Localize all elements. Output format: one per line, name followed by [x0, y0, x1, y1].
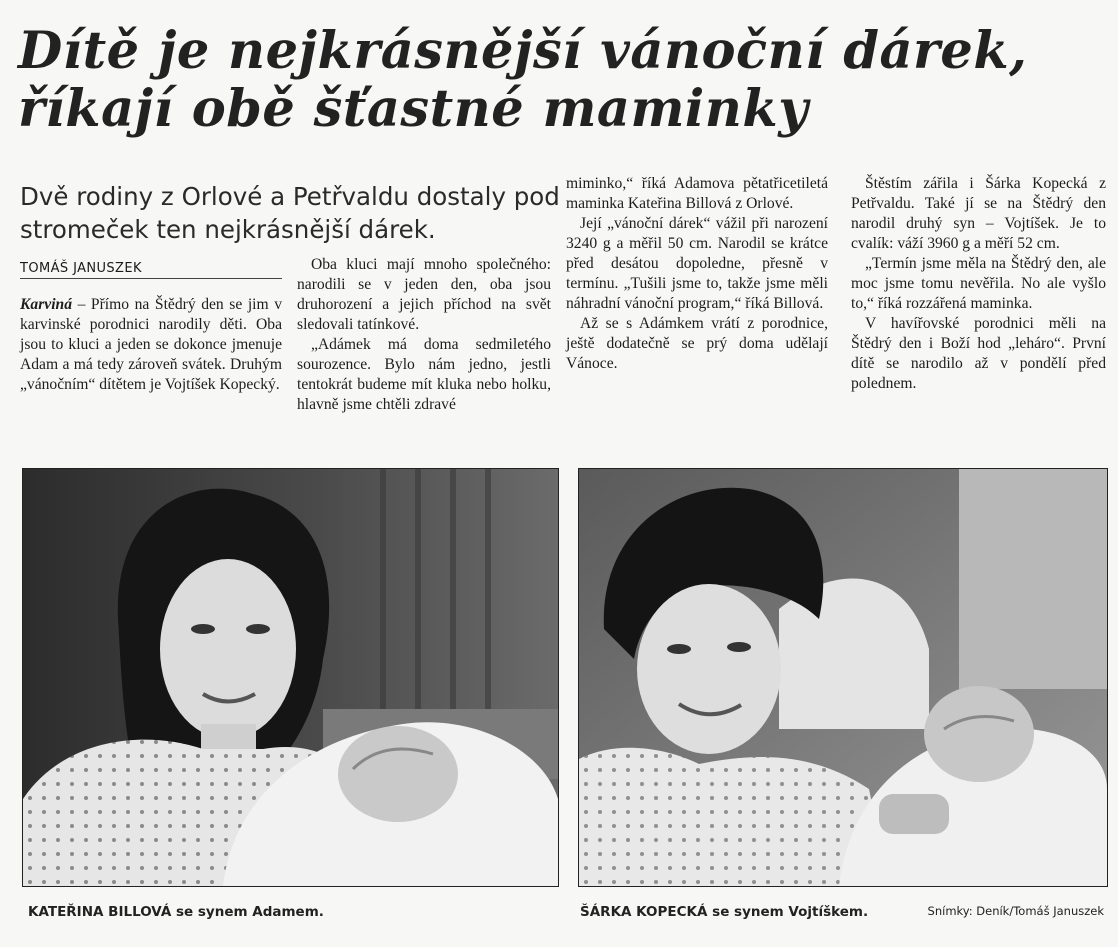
article-column-4	[851, 174, 1106, 394]
photo-illustration	[579, 469, 1107, 886]
paragraph: miminko,“ říká Adamova pětatřicetiletá maminka Kateřina Billová z Orlové.	[566, 175, 828, 212]
paragraph-text: – Přímo na Štědrý den se jim v karvinské porodnici narodily děti. Oba jsou to kluci a jeden se dokonce jmenuje Adam a má tedy zároveň svátek. Druhým „vánočním“ dítětem je Vojtíšek Kopecký.	[20, 296, 282, 393]
byline: TOMÁŠ JANUSZEK	[20, 261, 282, 279]
photo-illustration	[23, 469, 558, 886]
paragraph: „Adámek má doma sedmiletého sourozence. Bylo nám jedno, jestli tentokrát budeme mít kluka nebo holku, hlavně jsme chtěli zdravé	[297, 336, 551, 413]
caption-text: se synem Vojtíškem.	[707, 904, 869, 920]
paragraph: Až se s Adámkem vrátí z porodnice, ještě dodatečně se prý doma udělají Vánoce.	[566, 315, 828, 372]
caption-text: se synem Adamem.	[171, 904, 324, 920]
dateline: Karviná	[20, 296, 72, 313]
paragraph: Štěstím zářila i Šárka Kopecká z Petřvaldu. Také jí se na Štědrý den narodil druhý syn – Vojtíšek. Je to cvalík: váží 3960 g a měří 52 cm.	[851, 175, 1106, 252]
caption-name: KATEŘINA BILLOVÁ	[28, 904, 172, 920]
photo-mother-with-baby-adam	[22, 468, 559, 887]
paragraph: V havířovské porodnici měli na Štědrý den i Boží hod „leháro“. První dítě se narodilo až v pondělí před polednem.	[851, 315, 1106, 392]
paragraph: „Termín jsme měla na Štědrý den, ale moc jsme tomu nevěřila. No ale vyšlo to,“ říká rozzářená maminka.	[851, 255, 1106, 312]
headline-line-1: Dítě je nejkrásnější vánoční dárek,	[18, 21, 1028, 81]
photo-caption-1	[28, 904, 324, 920]
paragraph	[20, 295, 282, 395]
paragraph: Její „vánoční dárek“ vážil při narození 3240 g a měřil 50 cm. Narodil se krátce před desátou dopoledne, přesně v termínu. „Tušili jsme to, takže jsme měli náhradní vánoční program,“ říká Billová.	[566, 215, 828, 312]
photo-caption-2	[580, 904, 868, 920]
article-column-2	[297, 255, 551, 415]
photo-mother-with-baby-vojtisek	[578, 468, 1108, 887]
photo-credit: Snímky: Deník/Tomáš Januszek	[927, 904, 1104, 918]
headline	[18, 22, 1108, 138]
subheadline: Dvě rodiny z Orlové a Petřvaldu dostaly pod stromeček ten nejkrásnější dárek.	[20, 182, 560, 244]
caption-name: ŠÁRKA KOPECKÁ	[580, 904, 708, 920]
paragraph: Oba kluci mají mnoho společného: narodili se v jeden den, oba jsou druhorození a jejich příchod na svět sledovali tatínkové.	[297, 256, 551, 333]
article-column-1	[20, 295, 282, 395]
article-column-3	[566, 174, 828, 374]
headline-line-2: říkají obě šťastné maminky	[18, 79, 809, 139]
